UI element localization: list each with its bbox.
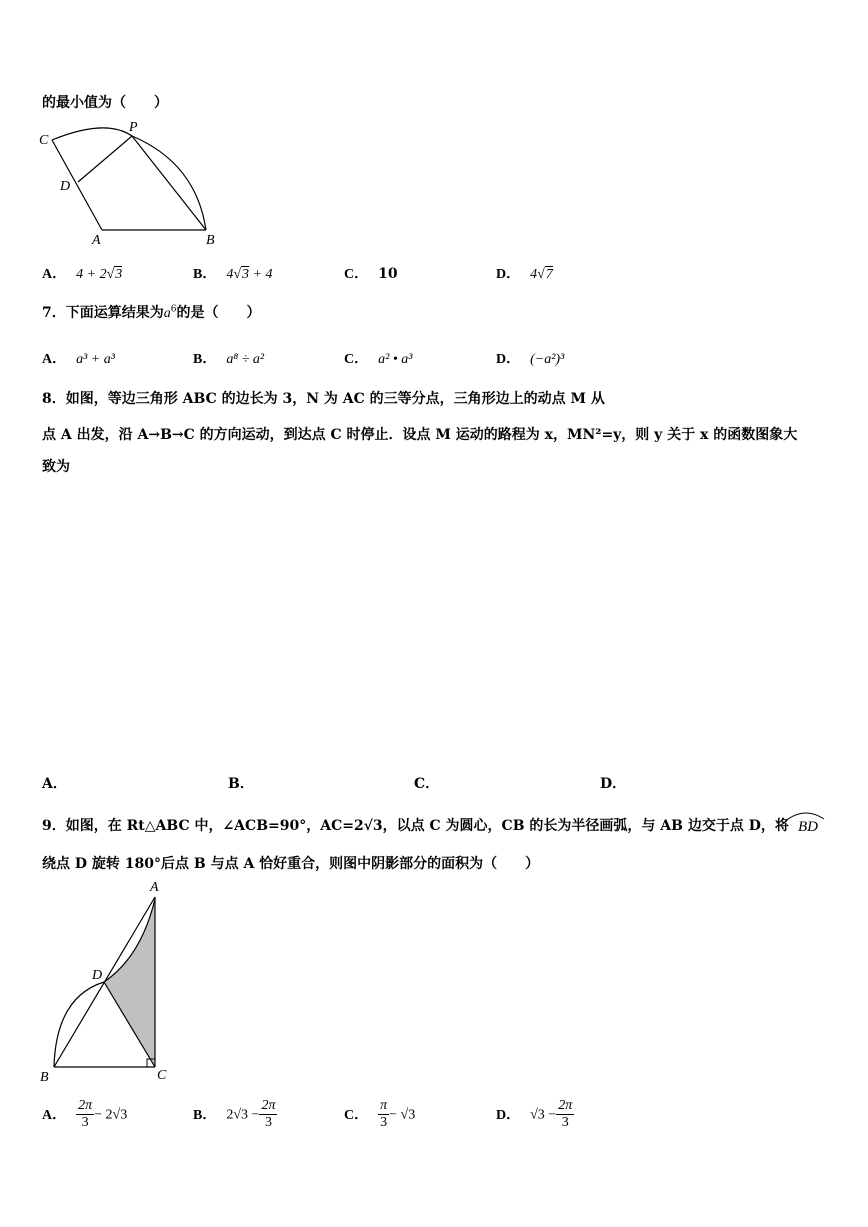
q8-stem-line3: 致为	[42, 459, 70, 475]
q9-label-b: B	[40, 1070, 49, 1085]
q6-label-p: P	[129, 120, 138, 135]
q9-option-a[interactable]: A． $\frac{2\pi}{3}$ − 2√3	[42, 1098, 128, 1130]
q7-option-c[interactable]: C． a² • a³	[344, 352, 413, 367]
q6-figure	[36, 118, 226, 248]
q6-label-c: C	[39, 133, 49, 148]
q6-option-c[interactable]: C． 10	[344, 266, 398, 282]
q6-label-a: A	[92, 233, 101, 248]
q6-option-b[interactable]: B． 4√3 + 4	[193, 267, 273, 282]
q8-option-d[interactable]: D．	[600, 776, 627, 792]
q6-option-a[interactable]: A． 4 + 2√3	[42, 267, 123, 282]
q9-option-b[interactable]: B． 2√3 − $\frac{2\pi}{3}$	[193, 1098, 276, 1130]
q9-option-c[interactable]: C． $\frac{\pi}{3}$ − √3	[344, 1098, 416, 1130]
q9-label-c: C	[157, 1068, 167, 1083]
q9-option-d[interactable]: D． √3 − $\frac{2\pi}{3}$	[496, 1098, 573, 1130]
q9-label-a: A	[150, 880, 159, 895]
q6-stem: 的最小值为（ ）	[42, 95, 168, 111]
q7-option-d[interactable]: D． (−a²)³	[496, 352, 565, 367]
q6-label-b: B	[206, 233, 215, 248]
q6-option-d[interactable]: D． 4√7	[496, 267, 553, 282]
q7-option-a[interactable]: A． a³ + a³	[42, 352, 115, 367]
q9-label-d: D	[92, 968, 103, 983]
q9-stem-line1: 9．如图，在 Rt△ABC 中，∠ACB=90°，AC=2√3，以点 C 为圆心，CB 的长为半径画弧，与 AB 边交于点 D，将	[42, 818, 789, 834]
q7-option-b[interactable]: B． a⁸ ÷ a²	[193, 352, 265, 367]
q9-stem-line2: 绕点 D 旋转 180°后点 B 与点 A 恰好重合，则图中阴影部分的面积为（ ）	[42, 856, 540, 872]
q6-label-d: D	[60, 179, 71, 194]
q8-stem-line1: 8．如图，等边三角形 ABC 的边长为 3，N 为 AC 的三等分点，三角形边上的动点 M 从	[42, 391, 605, 407]
q9-figure	[36, 877, 186, 1089]
q8-option-c[interactable]: C．	[414, 776, 440, 792]
q7-stem: 7．下面运算结果为$a^6$的是（ ）	[42, 304, 261, 321]
q8-option-a[interactable]: A．	[42, 776, 67, 792]
q8-option-b[interactable]: B．	[228, 776, 254, 792]
q8-stem-line2: 点 A 出发，沿 A→B→C 的方向运动，到达点 C 时停止．设点 M 运动的路程为 x，MN²=y，则 y 关于 x 的函数图象大	[42, 427, 798, 443]
